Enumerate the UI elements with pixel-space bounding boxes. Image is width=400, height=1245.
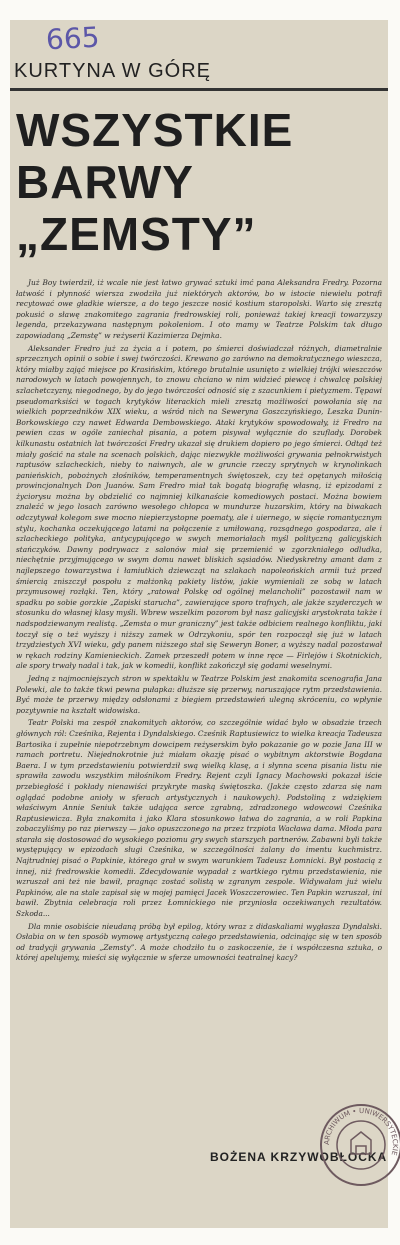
rubric-divider — [10, 88, 388, 91]
section-rubric: KURTYNA W GÓRĘ — [14, 60, 211, 82]
stamp-text: ARCHIWUM • UNIWERSYTECKIE — [322, 1106, 400, 1157]
article-body — [16, 278, 382, 966]
article-paragraph: Już Boy twierdził, iż wcale nie jest łatwo grywać sztuki imć pana Aleksandra Fredry. Pozorna łatwość i płynność wiersza zwodziła już niektórych aktorów, bo w istocie niewielu potrafi recytować owe gładkie wiersze, a do tego jeszcze nosić kostium staropolski. Warto się zresztą pokusić o sławę znakomitego zagrania fredrowskiej roli, ponieważ takiej kreacji towarzyszy legenda, przekazywana następnym pokoleniom. I oto mamy w Teatrze Polskim tak długo zapowiadaną „Zemstę” w reżyserii Kazimierza Dejmka. — [16, 278, 382, 340]
headline-line-3: „ZEMSTY” — [16, 208, 257, 260]
article-headline — [16, 104, 293, 260]
handwritten-page-number: 665 — [45, 20, 101, 57]
headline-line-2: BARWY — [16, 156, 194, 208]
stamp-inner-ring — [337, 1121, 385, 1169]
article-paragraph: Jedną z najmocniejszych stron w spektaklu w Teatrze Polskim jest znakomita scenografia Jana Polewki, ale to także tkwi pewna pułapka: dłuższe się przerwy, naruszające rytm przedstawienia. Być może te przerwy między odsłonami z biegiem przedstawień ulegną skróceniu, co wpłynie pozytywnie na kształt widowiska. — [16, 673, 382, 715]
stamp-outer-ring — [321, 1105, 400, 1185]
article-paragraph: Aleksander Fredro już za życia a i potem, po śmierci doświadczał różnych, diametralnie sprzecznych opinii o sobie i swej twórczości. Krewano go zarówno na demokratycznego wieszcza, który miałby zająć miejsce po Krasińskim, którego brutalnie usunięto z wielkiej trójki wieszczów narodowych w latach powojennych, to znowu chciano w nim widzieć piewcę i chwalcę polskiej szlachetczyzny, niegodnego, by do jego twórczości odnosić się z szacunkiem i pietyzmem. Tępawi pseudomarksiści w togach krytyków literackich mieli zresztą możliwości powołania się na wielkich poprzedników XIX wieku, a wśród nich na Sewerynа Goszczyńskiego, Leszka Dunin-Borkowskiego czy nawet Edwarda Dembowskiego. Ataki krytyków spowodowały, iż Fredro na pewien czas w ogóle zaniechał pisania, a potem pisywał wyłącznie do szuflady. Dorobek kilkunastu ostatnich lat twórczości Fredry ukazał się drukiem dopiero po jego śmierci. Odtąd też miały gościć na stale na scenach polskich, dając niezwykłe możliwości grywania pełnokrwistych raptusów szlacheckich, nieby to naiwnych, ale w gruncie rzeczy sprytnych w krynolinkach panieńskich, pobożnych złośników, temperamentnych świętoszek, czy też opętanych miłością prowincjonalnych Don Juanów. Sam Fredro miał tak bogatą biografię własną, iż epizodami z życiorysu można by obdzielić co najmniej kilkanaście komediowych postaci. Można bowiem znaleźć w jego losach zarówno wesołego chłopca w mundurze huzarskim, który na biwakach odczytywał kolegom swe mocno niepierzystopne poematy, ale i uiernego, w sięcie romantycznym stylu, kochanka oczekującego latami na połączenie z umiłowaną, rozsądnego gospodarza, ale i szlacheckiego polityka, antycypującego w swych memoriałach myśl polityczną galicyjskich stańczyków. Dawny podrywacz z salonów miał się przemienić w zgorzkniałego odludka, niechętnie przyjmującego w swym domu nawet bliskich sąsiadów. Niedyskretny amant dam z najlepszego towarzystwa i łamiutkich dziewcząt na szlakach napoleońskich armii tuż przed śmiercią zniszczył pospołu z małżonką pakiety listów, jakie wymieniali ze sobą w latach przymusowej rozłąki. Ten, który „ratował Polskę od ogólnej melancholii” pozostawił nam w spadku po sobie gorzkie „Zapiski starucha”, zawierające sporo trafnych, ale jakże szyderczych w stosunku do własnej klasy myśli. Wbrew wszelkim pozorom był nasz galicyjski arystokrata także i nadspodziewanym realistą. „Zemsta o mur graniczny” jest także odbiciem realnego konfliktu, jaki toczył się o też wyższy i niższy zamek w Odrzykoniu, spór ten rozpoczął się już w latach trzydziestych XVI wieku, gdy panem niższego stał się Seweryn Boner, a wyższy nadal pozostawał w rękach rodziny Kamienieckich. Zamek przeszedł potem w inne ręce — Firlejów i Skotnickich, ale spory trwały nadal i tak, jak w komedii, konflikt zakończył się godami weselnymi. — [16, 343, 382, 671]
stamp-emblem-icon — [351, 1132, 371, 1154]
article-paragraph: Teatr Polski ma zespół znakomitych aktorów, co szczególnie widać było w obsadzie trzech głównych ról: Cześnika, Rejenta i Dyndalskiego. Cześnik Raptusiewicz to wielka kreacja Tadeusza Bartosika i zupełnie niepotrzebnym dowcipem reżyserskim było pokazanie go w pozie Jana III w ramach portretu. Niejednokrotnie już miałam okazję pisać o wybitnym aktorstwie Bogdana Baera. I w tym przedstawieniu potwierdził swą wielką klasę, a i słynna scena pisania listu nie sprawiła zawodu wszystkim miłośnikom Fredry. Rejent czyli Ignacy Machowski pokazał iście przebiegłość i pokłady nienawiści przykryte maską świętoszka. (Jakże często zdarza się nam oglądać podobne anioły w sferach artystycznych i naukowych). Podstoliną z wdziękiem właściwym Annie Seniuk także udająca serce zgrabną, zdradzonego wdowcowi Cześnika Raptusiewicza. Była znakomita i jako Klara stosunkowo łatwa do zagrania, a w roli Papkina zobaczyliśmy po raz pierwszy — jako opuszczonego na przez trzpiota Wacława dama. Młoda para starała się dostosować do wysokiego poziomu gry swych starszych partnerów. Zabawni byli także występujący w epizodach sługi Cześnika, w szczególności żalany do imentu kuchmistrz. Najtrudniej pisać o Papkinie, którego grał w swym warunkiem Tadeusz Łomnicki. Był postacią z innej, niż fredrowskie komedii. Zdecydowanie wypadał z wartkiego rytmu przedstawienia, nie wzruszał ani też nie bawił, pragnąc zostać solistą w zgranym zespole. Widywałam już wielu Papkinów, ale na stale zapisał się w mojej pamięci Jacek Woszczerowiec. Ten Papkin wzruszał, ini bawił. Zbytnia celebracja roli przez Łomnickiego nie przyniosła oczekiwanych rezultatów. Szkoda... — [16, 718, 382, 919]
newspaper-clipping — [10, 20, 388, 1228]
archive-stamp — [318, 1102, 400, 1188]
headline-line-1: WSZYSTKIE — [16, 104, 294, 156]
author-signature: BOŻENA KRZYWOBŁOCKA — [210, 1150, 388, 1164]
article-paragraph: Dla mnie osobiście nieudaną próbą był epilog, który wraz z didaskaliami wygłasza Dyndalski. Osłabia on w ten sposób wymowę artystyczną całego przedstawienia, odcinając się w ten sposób od tradycji grywania „Zemsty”. A może chodziło tu o zaskoczenie, że i współczesna sztuka, o której apelujemy, mieści się wyłącznie w sferze umowności teatralnej kacy? — [16, 921, 382, 963]
